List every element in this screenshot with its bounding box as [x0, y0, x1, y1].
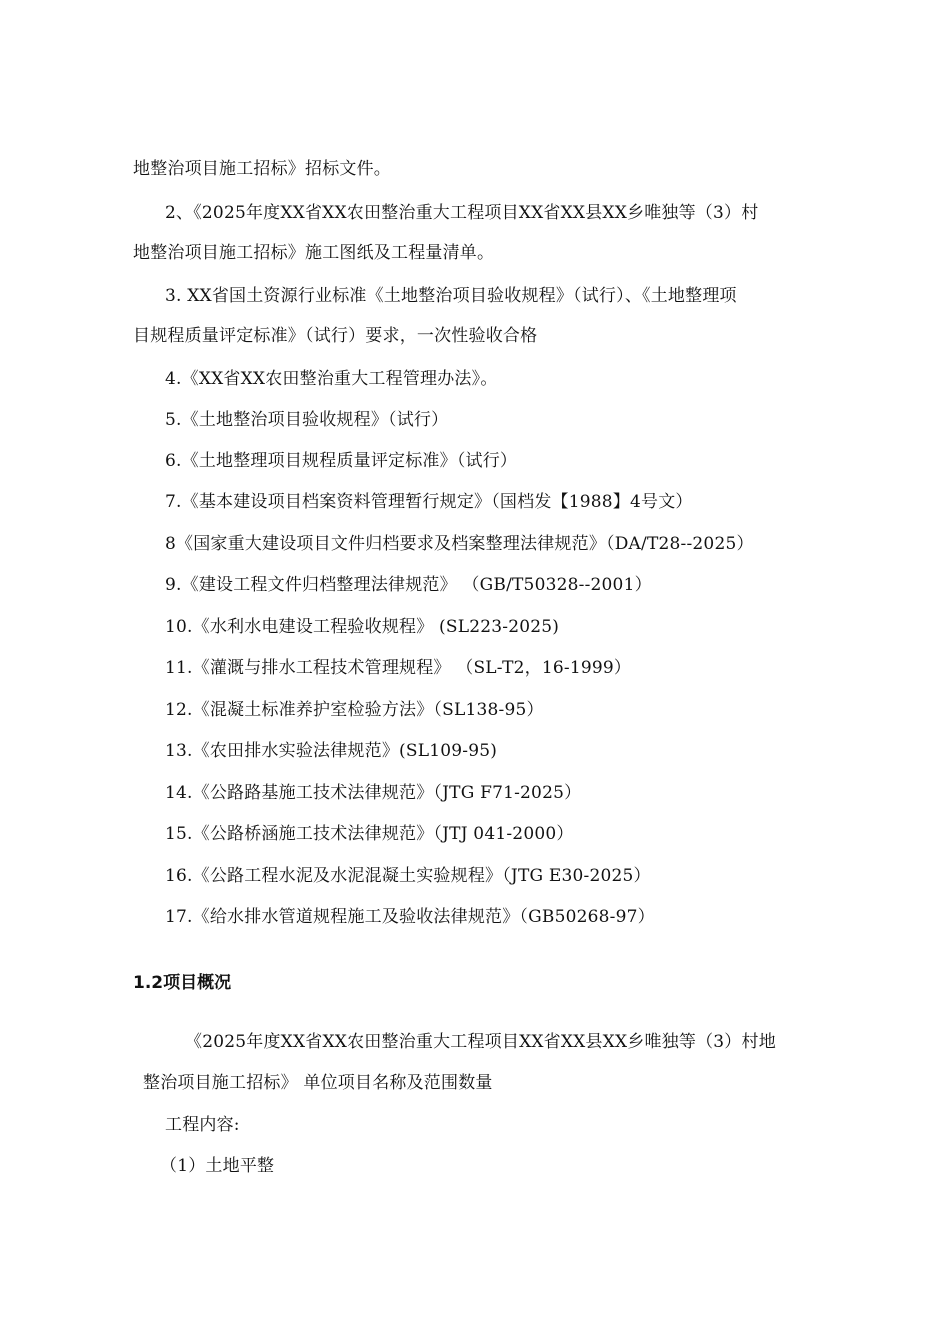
- list-item: 15.《公路桥涵施工技术法律规范》（JTJ 041-2000）: [165, 824, 574, 844]
- list-item: 11.《灌溉与排水工程技术管理规程》 （SL-T2，16-1999）: [165, 658, 632, 678]
- list-item: 6.《土地整理项目规程质量评定标准》（试行）: [165, 451, 518, 471]
- list-item-2-line-2: 地整治项目施工招标》施工图纸及工程量清单。: [133, 243, 495, 263]
- content-label: 工程内容:: [165, 1115, 240, 1135]
- list-item: 14.《公路路基施工技术法律规范》（JTG F71-2025）: [165, 783, 582, 803]
- list-item-3-line-2: 目规程质量评定标准》（试行）要求，一次性验收合格: [133, 326, 538, 346]
- section-heading: 1.2项目概况: [133, 973, 232, 993]
- list-item: 16.《公路工程水泥及水泥混凝土实验规程》（JTG E30-2025）: [165, 866, 651, 886]
- list-item: 10.《水利水电建设工程验收规程》 (SL223-2025): [165, 617, 560, 637]
- sub-item: （1）土地平整: [160, 1156, 275, 1176]
- list-item: 9.《建设工程文件归档整理法律规范》 （GB/T50328--2001）: [165, 575, 652, 595]
- list-item-2-line-1: 2、《2025年度XX省XX农田整治重大工程项目XX省XX县XX乡唯独等（3）村: [165, 203, 759, 223]
- overview-line-2: 整治项目施工招标》 单位项目名称及范围数量: [143, 1073, 493, 1093]
- list-item: 4.《XX省XX农田整治重大工程管理办法》。: [165, 369, 498, 389]
- list-item: 5.《土地整治项目验收规程》（试行）: [165, 410, 449, 430]
- list-item: 17.《给水排水管道规程施工及验收法律规范》（GB50268-97）: [165, 907, 655, 927]
- list-item: 8《国家重大建设项目文件归档要求及档案整理法律规范》（DA/T28--2025）: [165, 534, 754, 554]
- paragraph-line: 地整治项目施工招标》招标文件。: [133, 159, 391, 179]
- list-item: 13.《农田排水实验法律规范》(SL109-95): [165, 741, 498, 761]
- list-item-3-line-1: 3. XX省国土资源行业标准《土地整治项目验收规程》（试行）、《土地整理项: [165, 286, 737, 306]
- list-item: 12.《混凝土标准养护室检验方法》（SL138-95）: [165, 700, 544, 720]
- list-item: 7.《基本建设项目档案资料管理暂行规定》（国档发【1988】4号文）: [165, 492, 693, 512]
- overview-line-1: 《2025年度XX省XX农田整治重大工程项目XX省XX县XX乡唯独等（3）村地: [185, 1032, 776, 1052]
